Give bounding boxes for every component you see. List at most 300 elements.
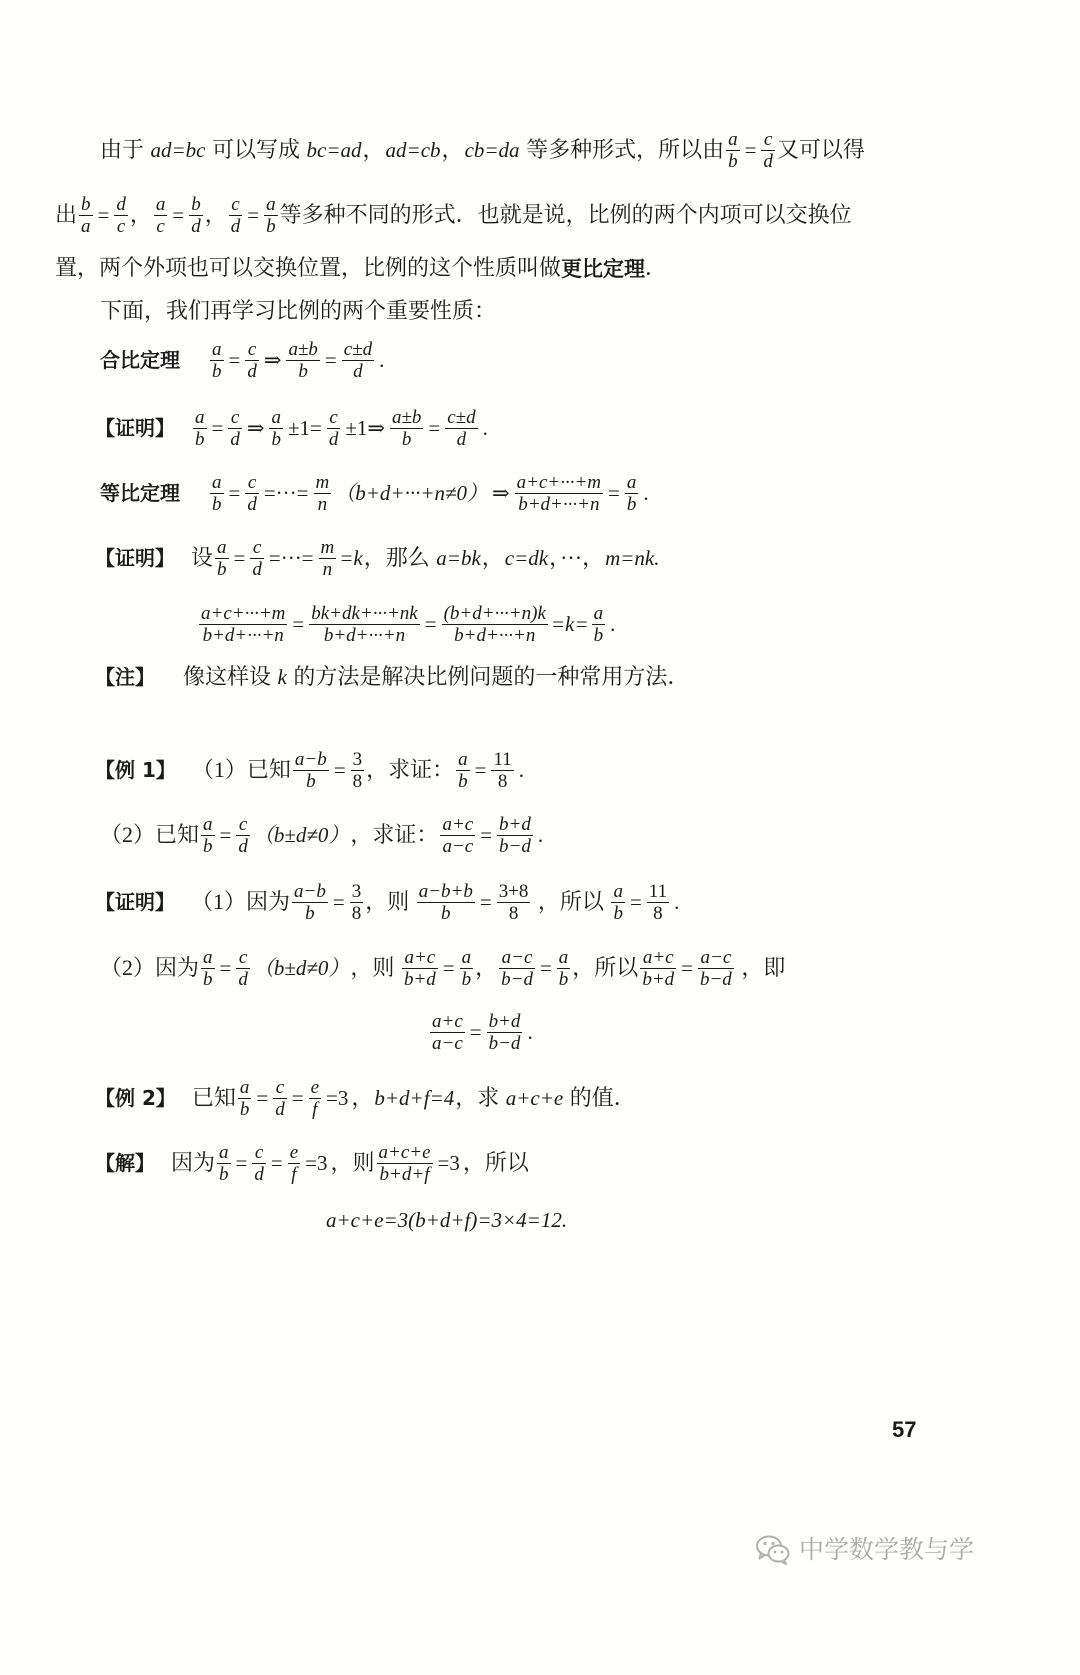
fraction (698, 948, 734, 989)
fraction-denominator: b−d (501, 968, 533, 990)
fraction (210, 340, 224, 381)
math-expression: b+d+f=4 (374, 1086, 455, 1110)
text-run: 可以写成 (206, 137, 306, 162)
fraction (293, 750, 329, 791)
math-expression: = (172, 203, 185, 227)
fraction (557, 948, 571, 989)
hebi-proof (95, 403, 491, 453)
fraction-denominator: c (116, 215, 126, 237)
note-line (95, 652, 689, 702)
fraction-denominator: b+d+···+n (323, 624, 406, 646)
math-expression: ±1= (287, 416, 322, 440)
fraction-denominator: b (401, 428, 412, 450)
fraction (269, 408, 283, 449)
text-run: 又可以得 (776, 137, 865, 162)
fraction (189, 195, 203, 236)
math-expression: ⇒ (263, 348, 282, 372)
fraction (430, 1012, 465, 1053)
fraction-denominator: b (271, 428, 281, 450)
fraction (199, 604, 287, 645)
math-expression: = (228, 348, 241, 372)
fraction-numerator: a (239, 1076, 250, 1098)
fraction-numerator: (b+d+···+n)k (443, 602, 546, 624)
fraction (611, 882, 625, 923)
fraction-denominator: f (312, 1098, 318, 1120)
fraction-denominator: d (353, 360, 363, 382)
fraction (250, 538, 264, 579)
fraction-denominator: d (275, 1098, 285, 1120)
math-expression: = (428, 416, 441, 440)
fraction (726, 130, 740, 171)
math-expression: = (681, 956, 693, 980)
hebi-theorem (100, 335, 387, 385)
fraction (499, 948, 535, 989)
fraction-denominator: d (254, 1163, 264, 1185)
fraction-denominator: a (81, 215, 91, 237)
math-expression: =···= (263, 481, 309, 505)
fraction (201, 948, 215, 989)
math-expression: ad=bc (150, 138, 206, 162)
fraction-numerator: 3 (352, 748, 363, 770)
fraction-denominator: d (247, 360, 257, 382)
fraction-numerator: a+c (432, 1010, 463, 1032)
fraction-numerator: a (203, 946, 213, 968)
fraction-numerator: 3+8 (498, 880, 529, 902)
math-expression: bc=ad (306, 138, 362, 162)
fraction-denominator: b (593, 624, 604, 646)
section-label: 【证明】 (95, 890, 175, 914)
fraction-denominator: b (461, 968, 472, 990)
fraction-denominator: b (195, 428, 205, 450)
fraction-numerator: c (229, 195, 243, 216)
fraction (309, 1078, 321, 1119)
fraction-numerator: a−b (294, 748, 327, 770)
fraction-numerator: c (250, 538, 264, 559)
example-2-result (325, 1195, 568, 1245)
fraction-denominator: b (298, 360, 308, 382)
fraction (210, 473, 224, 514)
text-run: ，则 (330, 1150, 375, 1175)
text-run: ，求 (455, 1085, 505, 1110)
text-run: ，所以 (462, 1150, 529, 1175)
fraction-denominator: b (217, 558, 227, 580)
fraction-denominator: b (558, 968, 569, 990)
fraction-numerator: a (266, 193, 276, 215)
math-expression: . (537, 823, 544, 847)
fraction-denominator: b−d (488, 1032, 521, 1054)
math-expression: = (442, 956, 455, 980)
fraction-denominator: b (728, 150, 738, 172)
text-run: ，求证： (350, 822, 439, 847)
fraction-denominator: a−c (442, 835, 474, 857)
text-run: 因为 (171, 1150, 216, 1175)
fraction-numerator: a+c (402, 948, 438, 969)
fraction-numerator: c (273, 1078, 287, 1099)
fraction-numerator: a (626, 471, 637, 493)
example-2-question (95, 1073, 636, 1123)
math-expression: = (233, 546, 246, 570)
math-expression: （b+d+···+n≠0） (334, 481, 489, 505)
fraction-denominator: b−d (699, 968, 732, 990)
fraction-denominator: b+d+···+n (202, 624, 284, 646)
fraction-denominator: b−d (499, 835, 531, 857)
dengbi-proof-line-1 (95, 533, 661, 583)
paragraph-line-2 (55, 190, 852, 240)
fraction-denominator: n (317, 493, 328, 515)
fraction-numerator: a−c (698, 948, 734, 969)
fraction-numerator: b (191, 193, 201, 215)
math-expression: ±1⇒ (345, 416, 385, 440)
math-expression: . (518, 758, 524, 782)
math-expression: . (610, 612, 616, 636)
text-run: ． (645, 255, 668, 280)
fraction-denominator: b+d+···+n (454, 624, 536, 646)
fraction-numerator: b+d (499, 813, 531, 835)
fraction-denominator: d (763, 150, 773, 172)
fraction-denominator: b (203, 835, 213, 857)
fraction (236, 948, 250, 989)
fraction (640, 948, 676, 989)
fraction-numerator: b (81, 193, 91, 215)
section-label: 等比定理 (100, 481, 180, 505)
fraction-numerator: d (116, 193, 126, 215)
fraction-denominator: d (456, 428, 467, 450)
text-run: 设 (191, 545, 214, 570)
fraction-numerator: a (558, 946, 569, 968)
text-run: ， (481, 545, 504, 570)
fraction-numerator: a±b (288, 338, 318, 360)
fraction-denominator: b+d (403, 968, 436, 990)
fraction (515, 473, 603, 514)
fraction (79, 195, 93, 236)
math-expression: cb=da (464, 138, 520, 162)
example-1-proof-part-2 (100, 943, 785, 993)
example-1-proof-conclusion (428, 1007, 536, 1057)
fraction-denominator: b (219, 1163, 229, 1185)
text-run: ，求证： (366, 757, 455, 782)
fraction (442, 604, 548, 645)
fraction-denominator: d (230, 428, 240, 450)
math-expression: = (228, 481, 241, 505)
math-expression: = (219, 823, 232, 847)
math-expression: =k= (550, 612, 589, 636)
text-run: ，那么 (363, 545, 436, 570)
math-expression: = (211, 416, 224, 440)
math-expression: ⇒ (492, 481, 510, 505)
text-run: ， (441, 137, 464, 162)
math-expression: . (643, 481, 649, 505)
fraction (351, 750, 365, 791)
fraction (497, 882, 531, 923)
fraction (592, 604, 606, 645)
math-expression: = (474, 758, 487, 782)
fraction (445, 408, 477, 449)
example-2-solution (95, 1138, 529, 1188)
fraction (460, 948, 474, 989)
fraction-denominator: 8 (352, 770, 363, 792)
fraction-numerator: c (761, 130, 775, 151)
math-expression: = (333, 758, 346, 782)
text-run: ， (129, 202, 152, 227)
text-run: （1）已知 (191, 757, 291, 782)
text-run: ，则 (365, 889, 415, 914)
page-number: 57 (892, 1417, 917, 1442)
fraction-numerator: a (212, 471, 222, 493)
fraction-numerator: c±d (447, 406, 476, 428)
text-run: ， (362, 137, 385, 162)
fraction-numerator: a (217, 536, 227, 558)
wechat-icon (755, 1534, 791, 1566)
fraction-numerator: a+c (640, 948, 676, 969)
fraction (229, 195, 243, 236)
fraction-numerator: a (195, 406, 205, 428)
fraction (201, 815, 215, 856)
example-1-part-2 (100, 810, 546, 860)
math-expression: ad=cb (385, 138, 441, 162)
fraction-denominator: 8 (351, 902, 362, 924)
math-expression: = (480, 823, 493, 847)
math-expression: =···= (268, 546, 314, 570)
section-label: 【解】 (95, 1151, 155, 1175)
fraction (647, 882, 669, 923)
text-run: ， (204, 202, 227, 227)
fraction (327, 408, 341, 449)
watermark (755, 1532, 974, 1568)
dengbi-proof-line-2 (197, 599, 618, 649)
fraction-denominator: 8 (508, 902, 519, 924)
fraction (402, 948, 438, 989)
intro-line (100, 286, 496, 336)
fraction (440, 815, 475, 856)
fraction (245, 473, 259, 514)
fraction-numerator: c (245, 340, 259, 361)
fraction-numerator: bk+dk+···+nk (311, 602, 418, 624)
section-label: 【例 1】 (95, 758, 176, 782)
math-expression: = (291, 1086, 304, 1110)
fraction-denominator: b (212, 360, 222, 382)
math-expression: . (379, 348, 385, 372)
math-expression: = (539, 956, 552, 980)
fraction-denominator: b (306, 770, 316, 792)
fraction (292, 882, 328, 923)
text-run: 的值． (564, 1085, 636, 1110)
math-expression: m=nk. (605, 546, 660, 570)
fraction-numerator: a−b+b (418, 880, 473, 902)
fraction (245, 340, 259, 381)
fraction-denominator: b (441, 902, 451, 924)
fraction-numerator: c (236, 948, 250, 969)
fraction-denominator: b+d+···+n (518, 493, 600, 515)
fraction (319, 538, 337, 579)
fraction-numerator: a+c+···+m (516, 471, 602, 493)
fraction-denominator: b (266, 215, 276, 237)
math-expression: = (608, 481, 620, 505)
section-label: 【证明】 (95, 416, 175, 440)
text-run: 等多种不同的形式．也就是说，比例的两个内项可以交换位 (279, 202, 852, 227)
text-run: ，所以 (532, 889, 610, 914)
fraction-denominator: b (239, 1098, 250, 1120)
fraction-numerator: c (245, 473, 259, 494)
fraction (193, 408, 207, 449)
math-expression: =3 (305, 1151, 328, 1175)
math-expression: ⇒ (246, 416, 265, 440)
fraction-denominator: b (305, 902, 315, 924)
fraction-numerator: 11 (493, 748, 512, 770)
section-label: 【证明】 (95, 546, 175, 570)
math-expression: a+c+e=3(b+d+f)=3×4=12. (326, 1208, 568, 1232)
fraction-numerator: a (593, 602, 604, 624)
math-expression: . (674, 890, 680, 914)
fraction-numerator: a+c+e (378, 1141, 431, 1163)
math-expression: = (424, 612, 437, 636)
fraction (228, 408, 242, 449)
fraction-numerator: c (252, 1143, 266, 1164)
text-run: ，则 (350, 955, 400, 980)
fraction-numerator: a±b (391, 406, 422, 428)
fraction (417, 882, 475, 923)
math-expression: = (97, 203, 110, 227)
bold-term: 更比定理 (561, 257, 646, 281)
fraction-numerator: a−c (499, 948, 535, 969)
example-1-proof-part-1 (95, 877, 682, 927)
fraction-numerator: c (228, 408, 242, 429)
math-expression: = (469, 1020, 482, 1044)
fraction-numerator: a+c+···+m (201, 602, 286, 624)
fraction-numerator: a (458, 748, 468, 770)
fraction (215, 538, 229, 579)
text-run: 由于 (100, 137, 150, 162)
fraction-denominator: a−c (432, 1032, 463, 1054)
fraction-numerator: e (310, 1076, 320, 1098)
math-expression: = (332, 890, 345, 914)
section-label: 【例 2】 (95, 1086, 176, 1110)
text-run: ， (475, 955, 498, 980)
fraction-numerator: c±d (343, 338, 373, 360)
fraction (252, 1143, 266, 1184)
fraction (390, 408, 423, 449)
fraction (456, 750, 470, 791)
paragraph-line-1 (100, 125, 865, 175)
fraction-denominator: d (328, 428, 339, 450)
math-expression: = (219, 956, 232, 980)
text-run: （2）因为 (100, 955, 200, 980)
fraction-denominator: 8 (653, 902, 663, 924)
fraction-numerator: a (219, 1141, 229, 1163)
math-expression: = (324, 348, 337, 372)
text-run: （2）已知 (100, 822, 200, 847)
fraction-denominator: f (291, 1163, 297, 1185)
math-expression: = (292, 612, 305, 636)
fraction (264, 195, 278, 236)
math-expression: a+c+e (505, 1086, 564, 1110)
text-run: ，所以 (572, 955, 639, 980)
fraction (217, 1143, 231, 1184)
fraction (491, 750, 513, 791)
fraction-numerator: a (728, 128, 738, 150)
fraction-denominator: b (212, 493, 222, 515)
dengbi-theorem (100, 468, 652, 518)
math-expression: = (479, 890, 492, 914)
math-expression: =k (339, 546, 363, 570)
math-expression: = (256, 1086, 269, 1110)
math-expression: = (629, 890, 642, 914)
math-expression: = (235, 1151, 248, 1175)
fraction (314, 473, 332, 514)
fraction (286, 340, 319, 381)
math-expression: = (247, 203, 260, 227)
fraction-numerator: 3 (351, 880, 362, 902)
example-1-part-1 (95, 745, 527, 795)
math-expression: . (527, 1020, 533, 1044)
math-expression: c=dk (504, 546, 549, 570)
fraction (761, 130, 775, 171)
fraction-denominator: d (238, 835, 248, 857)
math-expression: = (270, 1151, 283, 1175)
fraction (273, 1078, 287, 1119)
math-expression: a=bk (436, 546, 481, 570)
math-expression: . (482, 416, 488, 440)
fraction-denominator: d (191, 215, 201, 237)
fraction-numerator: a (155, 193, 166, 215)
fraction (350, 882, 364, 923)
fraction-numerator: e (289, 1141, 299, 1163)
fraction-denominator: b (613, 902, 623, 924)
fraction-denominator: 8 (497, 770, 508, 792)
fraction (497, 815, 533, 856)
text-run: ，即 (735, 955, 786, 980)
math-expression: =3 (326, 1086, 349, 1110)
text-run: 下面，我们再学习比例的两个重要性质： (100, 298, 497, 323)
fraction (342, 340, 374, 381)
fraction (238, 1078, 252, 1119)
fraction-numerator: 11 (648, 880, 668, 902)
text-run: 出 (55, 202, 78, 227)
section-label: 【注】 (95, 665, 155, 689)
fraction (288, 1143, 300, 1184)
text-run: 置，两个外项也可以交换位置，比例的这个性质叫做 (55, 255, 562, 280)
fraction-numerator: a+c (442, 813, 474, 835)
fraction (154, 195, 168, 236)
fraction-numerator: c (236, 815, 250, 836)
fraction-denominator: b (458, 770, 468, 792)
fraction-denominator: b+d+f (379, 1163, 430, 1185)
text-run: 的方法是解决比例问题的一种常用方法． (287, 664, 690, 689)
text-run: ， (351, 1085, 374, 1110)
fraction (309, 604, 420, 645)
section-label: 合比定理 (100, 348, 180, 372)
fraction (236, 815, 250, 856)
fraction-numerator: c (327, 408, 341, 429)
fraction-denominator: d (247, 493, 257, 515)
text-run: ，···， (549, 545, 605, 570)
fraction (377, 1143, 433, 1184)
fraction-denominator: d (230, 215, 241, 237)
text-run: （1）因为 (191, 889, 291, 914)
fraction-denominator: c (156, 215, 165, 237)
fraction-denominator: b+d (642, 968, 675, 990)
math-expression: k (277, 665, 287, 689)
fraction (625, 473, 639, 514)
text-run: 已知 (191, 1085, 236, 1110)
fraction-numerator: b+d (488, 1010, 521, 1032)
fraction-numerator: a (613, 880, 623, 902)
fraction-numerator: m (320, 536, 335, 558)
fraction-numerator: a (461, 946, 472, 968)
fraction-numerator: a−b (294, 880, 326, 902)
fraction-numerator: m (315, 471, 330, 493)
math-expression: （b±d≠0） (252, 823, 350, 847)
fraction-denominator: b (626, 493, 637, 515)
